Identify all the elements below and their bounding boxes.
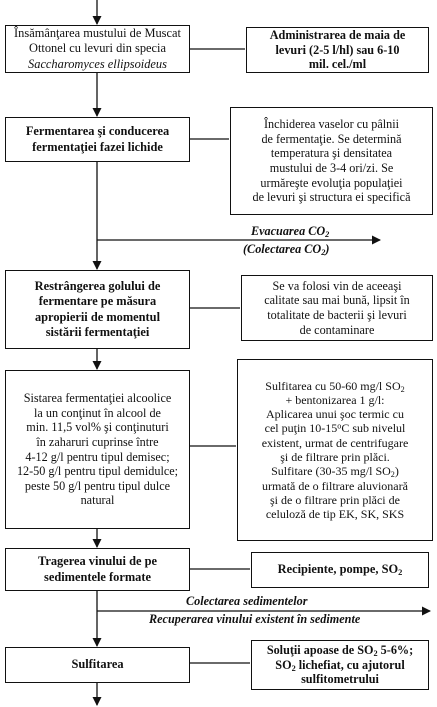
output-wine-recovery: Recuperarea vinului existent în sedimente [149, 612, 361, 626]
step-1-inoculation [5, 25, 190, 73]
note-4-line-1: Sulfitarea cu 50-60 mg/l $SO_2$ [265, 378, 405, 394]
note-2-line-5: urmăreşte evoluţia populaţiei [260, 175, 403, 190]
note-2-line-2: de fermentaţie. Se determină [261, 131, 402, 146]
note-equipment [251, 552, 429, 588]
step-6-line-1: Sulfitarea [71, 657, 124, 672]
note-6-line-3: sulfitometrului [301, 672, 379, 687]
step-4-line-6: 12-50 g/l pentru tipul demidulce; [16, 464, 179, 479]
note-fermentation-monitoring [230, 107, 433, 215]
note-yeast-dosage [246, 27, 429, 73]
note-4-line-6: şi de filtrare prin plăci. [280, 450, 390, 464]
step-4-stop-fermentation [5, 370, 190, 529]
note-3-line-4: de contaminare [299, 322, 375, 337]
output-sediment-collection: Colectarea sedimentelor [186, 594, 308, 608]
step-1-line-2: Ottonel cu levuri din specia [29, 41, 166, 56]
note-so2-solutions [251, 640, 429, 690]
note-4-line-10: celuloză de tip EK, SK, SKS [265, 507, 405, 522]
step-3-line-1: Restrângerea golului de [34, 279, 161, 294]
step-5-line-2: sedimentele formate [44, 569, 151, 584]
note-4-line-7: Sulfitare (30-35 mg/l $SO_2$) [271, 464, 399, 480]
step-2-fermentation [5, 117, 190, 162]
note-4-line-9: şi de o filtrare prin plăci de [270, 492, 400, 507]
note-3-line-3: totalitate de bacterii şi levuri [267, 308, 407, 322]
step-5-line-1: Tragerea vinului de pe [38, 554, 157, 569]
note-1-line-1: Administrarea de maia de [269, 28, 406, 43]
step-3-line-2: fermentare pe măsura [38, 294, 157, 309]
step-3-line-3: apropierii de momentul [34, 309, 161, 324]
note-5-line-1: Recipiente, pompe, $SO_2$ [277, 562, 403, 578]
step-3-line-4: sistării fermentaţiei [45, 324, 150, 339]
note-4-line-8: urmată de o filtrare aluvionară [262, 478, 408, 493]
step-2-line-1: Fermentarea şi conducerea [25, 124, 170, 139]
step-4-line-7: peste 50 g/l pentru tipul dulce [24, 478, 171, 493]
note-6-line-2: $SO_2$ lichefiat, cu ajutorul [275, 657, 405, 673]
note-6-line-1: Soluţii apoase de $SO_2$ 5-6%; [266, 643, 414, 659]
step-3-gap-reduction [5, 270, 190, 349]
step-1-line-1: Însămânţarea mustului de Muscat [14, 26, 181, 41]
note-1-line-2: levuri (2-5 l/hl) sau 6-10 [275, 42, 400, 57]
step-6-sulfitation [5, 647, 190, 683]
note-3-line-2: calitate sau mai bună, lipsit în [264, 293, 410, 308]
note-2-line-4: mustului de 3-4 ori/zi. Se [269, 161, 394, 175]
note-4-line-5: existent, urmat de centrifugare [261, 435, 409, 450]
note-4-line-3: Aplicarea unui şoc termic cu [266, 407, 404, 422]
step-4-line-1: Sistarea fermentaţiei alcoolice [23, 391, 172, 406]
step-4-line-4: în zaharuri cuprinse între [36, 434, 159, 449]
note-2-line-3: temperatura şi densitatea [270, 146, 393, 161]
step-4-line-2: la un conţinut în alcool de [34, 405, 161, 420]
step-1-line-3: Saccharomyces ellipsoideus [28, 56, 167, 71]
note-4-line-4: cel puţin 10-15$^o$C sub nivelul [264, 421, 406, 436]
step-4-line-5: 4-12 g/l pentru tipul demisec; [25, 449, 170, 464]
step-4-line-8: natural [80, 493, 115, 508]
note-stabilization [237, 359, 433, 541]
step-2-line-2: fermentaţiei fazei lichide [32, 139, 163, 154]
step-4-line-3: min. 11,5 vol% şi conţinuturi [26, 420, 169, 435]
note-4-line-2: + bentonizarea 1 g/l: [285, 392, 385, 407]
note-3-line-1: Se va folosi vin de aceeaşi [272, 278, 402, 293]
step-5-racking [5, 548, 190, 591]
output-co2-evacuation: Evacuarea $CO_2$ [251, 224, 330, 240]
note-2-line-6: de levuri şi structura ei specifică [252, 190, 411, 205]
note-1-line-3: mil. cel./ml [308, 57, 367, 72]
output-co2-collection: (Colectarea $CO_2$) [243, 242, 330, 258]
note-topping-wine [241, 275, 433, 341]
note-2-line-1: Închiderea vaselor cu pâlnii [263, 117, 399, 132]
